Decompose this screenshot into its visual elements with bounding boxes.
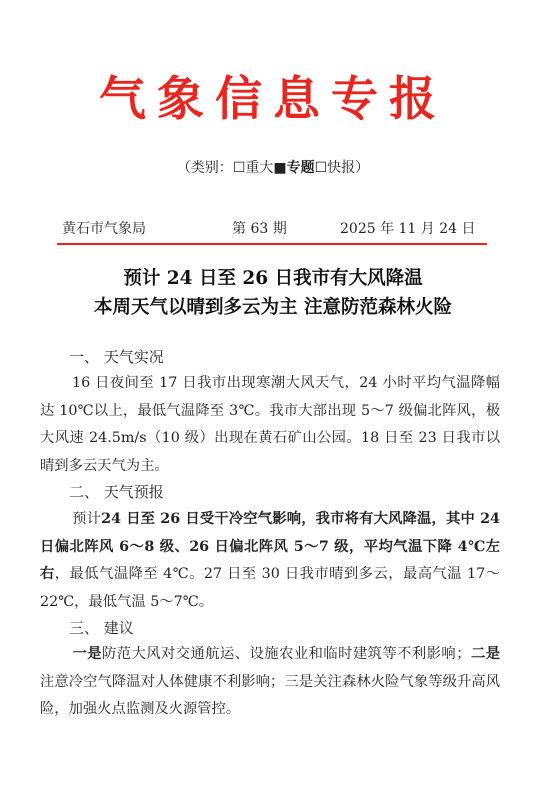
section-3-body — [40, 641, 500, 724]
section-2-title: 二、 天气预报 — [69, 483, 164, 501]
category-open: （类别： — [176, 160, 233, 176]
item-1-text: 防范大风对交通航运、设施农业和临时建筑等不利影响； — [101, 646, 471, 662]
issue-number: 第 63 期 — [232, 221, 287, 237]
section-2-lead: 预计 — [72, 511, 102, 527]
red-divider — [57, 243, 487, 245]
section-2-bold: 24 日至 26 日受干冷空气影响，我市将有大风降温，其中 24 日偏北阵风 6～8 级、26 日偏北阵风 5～7 级，平均气温下降 4℃左右 — [40, 511, 500, 582]
section-1-title: 一、 天气实况 — [69, 348, 164, 366]
masthead-title: 气象信息专报 — [99, 72, 447, 127]
category-option-major: ☐重大 — [232, 160, 274, 176]
item-3-text: 关注森林火险气象等级升高风险，加强火点监测及火源管控。 — [40, 673, 501, 717]
headline-line-2: 本周天气以晴到多云为主 注意防范森林火险 — [94, 297, 452, 318]
issue-info-line — [62, 218, 482, 240]
category-option-express: ☐快报 — [314, 160, 356, 176]
issue-date: 2025 年 11 月 24 日 — [340, 221, 476, 237]
item-2-label: 二是 — [470, 646, 501, 662]
category-line — [0, 157, 546, 179]
item-2-text: 注意冷空气降温对人体健康不利影响； — [40, 673, 285, 690]
headline-line-1: 预计 24 日至 26 日我市有大风降温 — [123, 268, 423, 289]
section-1-body — [40, 370, 500, 480]
section-2-rest: ，最低气温降至 4℃。27 日至 30 日我市晴到多云，最高气温 17～22℃，最低气温 5～7℃。 — [40, 566, 500, 610]
category-option-special: ■专题 — [273, 160, 315, 176]
category-close: ） — [355, 160, 370, 176]
section-3-title: 三、 建议 — [69, 619, 134, 637]
section-2-body — [40, 506, 500, 616]
agency-name: 黄石市气象局 — [62, 221, 146, 237]
headline — [0, 264, 546, 322]
item-3-label: 三是 — [284, 673, 314, 690]
section-1-text: 16 日夜间至 17 日我市出现寒潮大风天气，24 小时平均气温降幅达 10℃以上，最低气温降至 3℃。我市大部出现 5～7 级偏北阵风，极大风速 24.5m/s（10 级）出现在黄石矿山公园。18 日至 23 日我市以晴到多云天气为主。 — [40, 375, 500, 474]
item-1-label: 一是 — [72, 646, 102, 662]
